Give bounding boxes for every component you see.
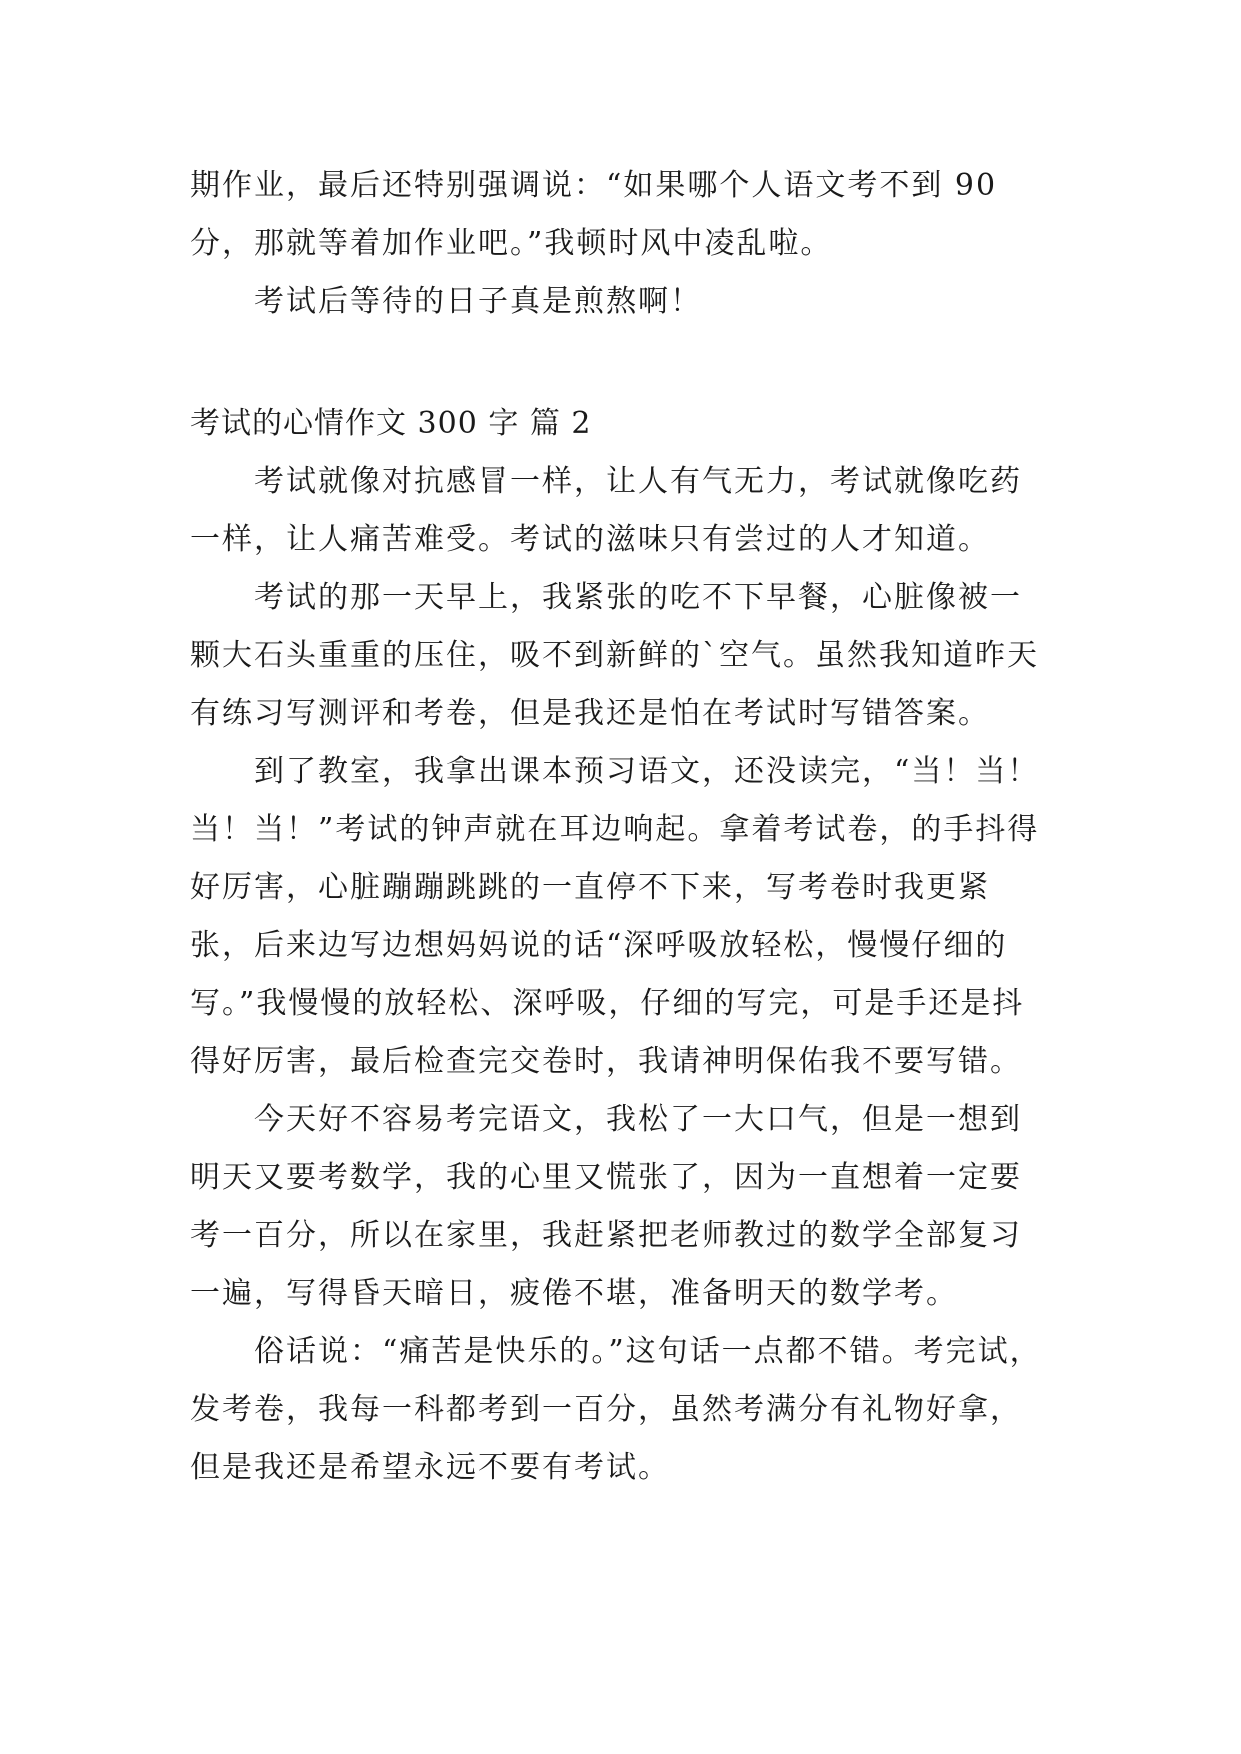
paragraph: 到了教室，我拿出课本预习语文，还没读完，“当！当！当！当！”考试的钟声就在耳边响起。拿着考试卷，的手抖得好厉害，心脏蹦蹦跳跳的一直停不下来，写考卷时我更紧张，后来边写边想妈妈说的话“深呼吸放轻松，慢慢仔细的写。”我慢慢的放轻松、深呼吸，仔细的写完，可是手还是抖得好厉害，最后检查完交卷时，我请神明保佑我不要写错。 [190,754,1040,1079]
paragraph: 考试后等待的日子真是煎熬啊！ [254,284,702,319]
paragraph-continued: 期作业，最后还特别强调说：“如果哪个人语文考不到 90 分，那就等着加作业吧。”我顿时风中凌乱啦。 [190,168,998,261]
document-body [190,157,1050,1497]
paragraph: 今天好不容易考完语文，我松了一大口气，但是一想到明天又要考数学，我的心里又慌张了，因为一直想着一定要考一百分，所以在家里，我赶紧把老师教过的数学全部复习一遍，写得昏天暗日，疲倦不堪，准备明天的数学考。 [190,1102,1022,1311]
paragraph: 考试就像对抗感冒一样，让人有气无力，考试就像吃药一样，让人痛苦难受。考试的滋味只有尝过的人才知道。 [190,464,1022,557]
paragraph: 考试的那一天早上，我紧张的吃不下早餐，心脏像被一颗大石头重重的压住，吸不到新鲜的`空气。虽然我知道昨天有练习写测评和考卷，但是我还是怕在考试时写错答案。 [190,580,1039,731]
section-title: 考试的心情作文 300 字 篇 2 [190,406,592,441]
paragraph: 俗话说：“痛苦是快乐的。”这句话一点都不错。考完试，发考卷，我每一科都考到一百分，虽然考满分有礼物好拿，但是我还是希望永远不要有考试。 [190,1334,1042,1485]
